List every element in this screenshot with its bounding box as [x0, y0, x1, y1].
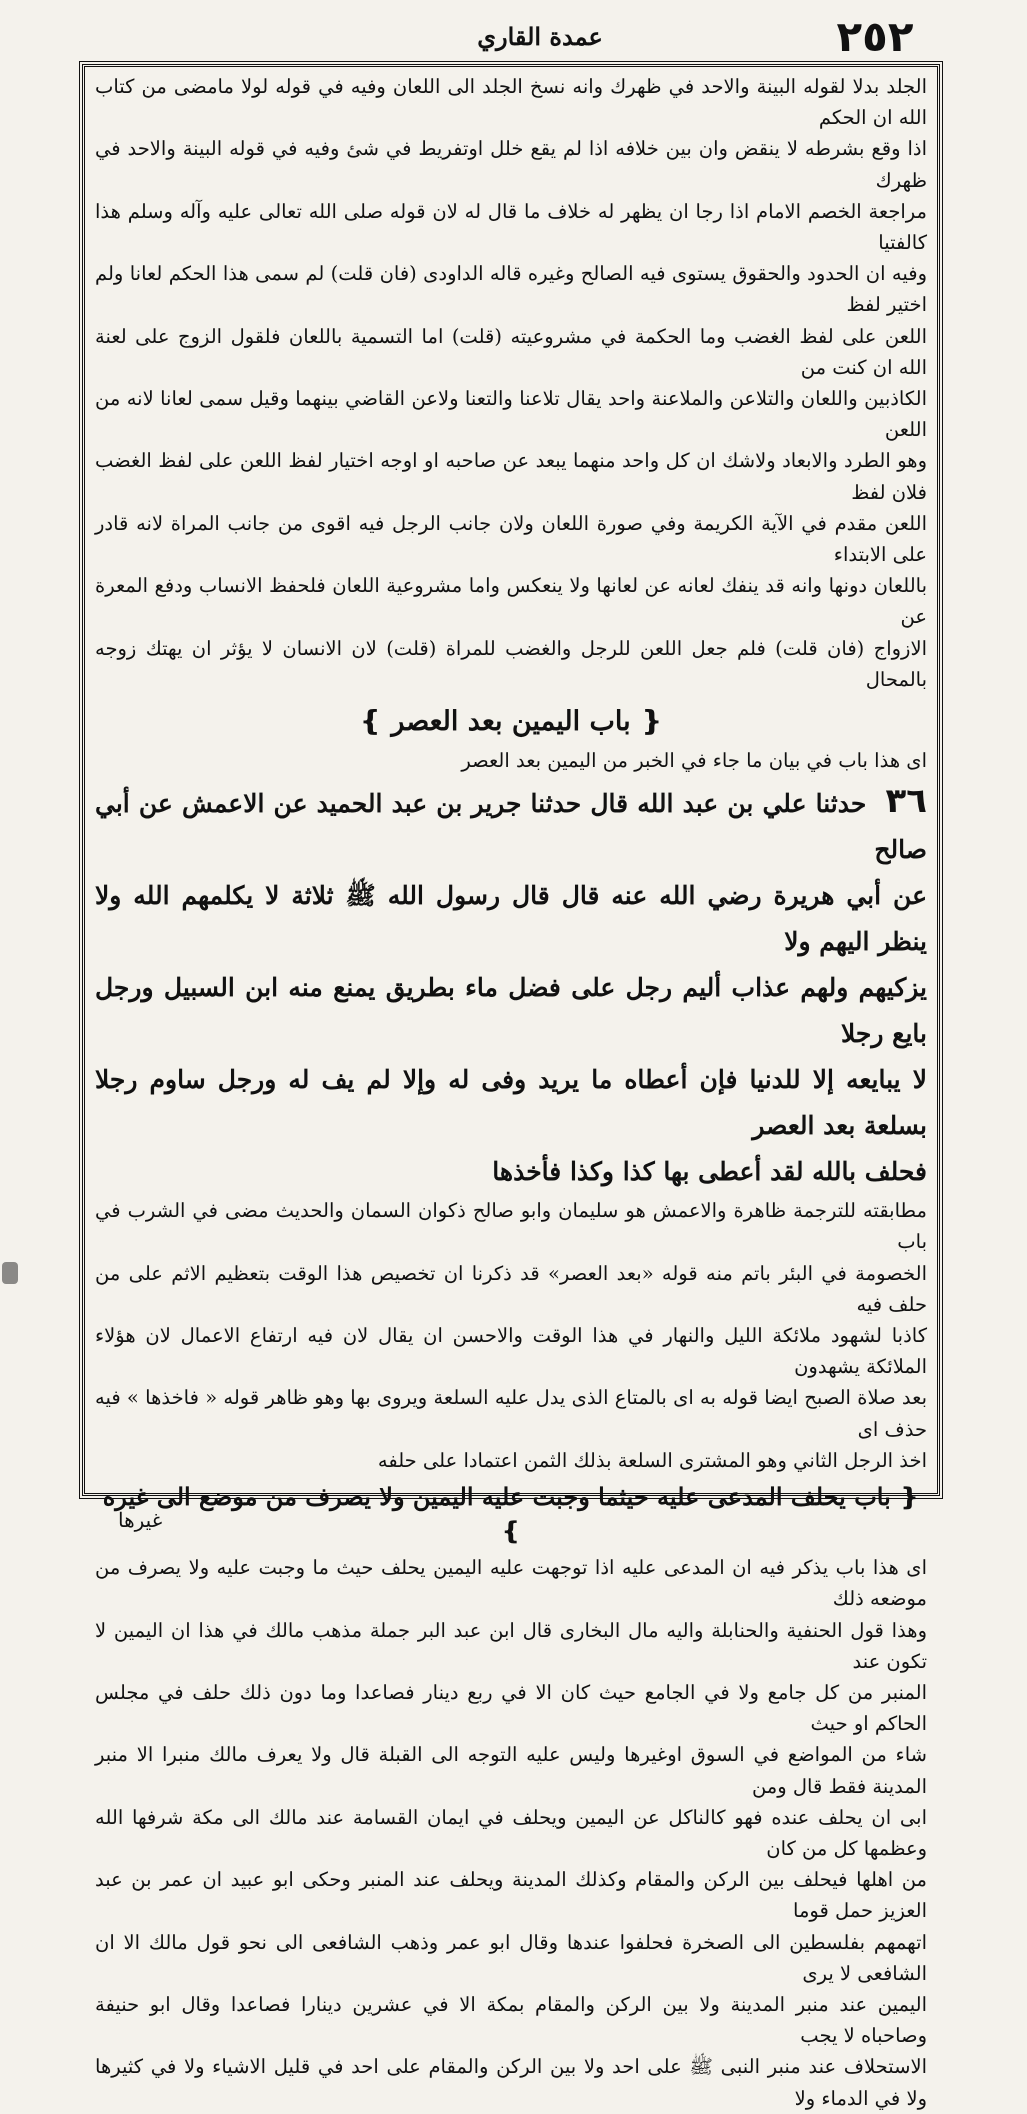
hadith-block — [95, 778, 927, 1195]
page-frame — [82, 64, 940, 2110]
text-line: ابى ان يحلف عنده فهو كالناكل عن اليمين ويحلف في ايمان القسامة عند مالك الى مكة شرفها الله وعظمها كل من كان — [95, 1805, 927, 1860]
chapter-title-2: باب يحلف المدعى عليه حيثما وجبت عليه اليمين ولا يصرف من موضع الى غيره — [102, 1482, 891, 1512]
text-line: وهذا قول الحنفية والحنابلة واليه مال البخارى قال ابن عبد البر جملة مذهب مالك في هذا ان اليمين لا تكون عند — [95, 1618, 927, 1673]
text-line: اذا وقع بشرطه لا ينقض وان بين خلافه اذا لم يقع خلل اوتفريط في شئ وفيه في قوله البينة والاحد في ظهرك — [95, 137, 927, 192]
hadith-line: فحلف بالله لقد أعطى بها كذا وكذا فأخذها — [492, 1157, 927, 1187]
text-line: اخذ الرجل الثاني وهو المشترى السلعة بذلك الثمن اعتمادا على حلفه — [377, 1448, 927, 1472]
chapter-heading-1 — [95, 703, 927, 741]
chapter-title-1: باب اليمين بعد العصر — [391, 706, 631, 738]
text-line: من اهلها فيحلف بين الركن والمقام وكذلك المدينة ويحلف عند المنبر وحكى ابو عبيد ان عمر بن عبد العزيز حمل قوما — [95, 1868, 927, 1923]
text-line: الخصومة في البئر باتم منه قوله «بعد العصر» قد ذكرنا ان تخصيص هذا الوقت بتعظيم الاثم على من حلف فيه — [95, 1261, 927, 1316]
heading-ornament-left: ❵ — [500, 1516, 522, 1546]
commentary-block-1 — [95, 71, 927, 695]
heading-ornament-right: ❴ — [640, 706, 663, 738]
text-line: الجلد بدلا لقوله البينة والاحد في ظهرك وانه نسخ الجلد الى اللعان وفيه في قوله لولا مامضى من كتاب الله ان الحكم — [95, 75, 927, 130]
text-line: المنبر من كل جامع ولا في الجامع حيث كان الا في ربع دينار فصاعدا وما دون ذلك حلف في مجلس الحاكم او حيث — [95, 1680, 927, 1736]
text-line: اى هذا باب يذكر فيه ان المدعى عليه اذا توجهت عليه اليمين يحلف حيث ما وجبت عليه ولا يصرف من موضعه ذلك — [95, 1556, 927, 1611]
hadith-number: ٣٦ — [885, 781, 927, 822]
commentary-block-2 — [95, 1195, 927, 1476]
page-number: ٢٥٢ — [836, 12, 914, 61]
text-line: مطابقته للترجمة ظاهرة والاعمش هو سليمان وابو صالح ذكوان السمان والحديث مضى في الشرب في باب — [95, 1199, 927, 1254]
hadith-text: حدثنا علي بن عبد الله قال حدثنا جرير بن عبد الحميد عن الاعمش عن أبي صالح — [95, 789, 927, 865]
hadith-line: عن أبي هريرة رضي الله عنه قال قال رسول الله ﷺ ثلاثة لا يكلمهم الله ولا ينظر اليهم ولا — [95, 881, 927, 957]
heading-ornament-left: ❵ — [359, 706, 382, 738]
chapter-subtitle-1: اى هذا باب في بيان ما جاء في الخبر من اليمين بعد العصر — [461, 749, 927, 773]
text-line: باللعان دونها وانه قد ينفك لعانه عن لعانها ولا ينعكس واما مشروعية اللعان فلحفظ الانساب ودفع المعرة عن — [95, 574, 927, 629]
text-line: اتهمهم بفلسطين الى الصخرة فحلفوا عندها وقال ابو عمر وذهب الشافعى الى نحو قول مالك الا ان الشافعى لا يرى — [95, 1930, 927, 1985]
text-line: بعد صلاة الصبح ايضا قوله به اى بالمتاع الذى يدل عليه السلعة ويروى بها وهو ظاهر قوله « فاخذها » فيه حذف اى — [95, 1386, 927, 1441]
text-line: الكاذبين واللعان والتلاعن والملاعنة واحد يقال تلاعنا والتعنا ولاعن القاضي بينهما وقيل سمى لعانا لانه من اللعن — [95, 387, 927, 442]
text-line: وفيه ان الحدود والحقوق يستوى فيه الصالح وغيره قاله الداودى (فان قلت) لم سمى هذا الحكم لعانا ولم اختير لفظ — [95, 262, 927, 317]
hadith-line — [95, 778, 927, 873]
margin-smudge — [2, 1262, 18, 1284]
text-line: اليمين عند منبر المدينة ولا بين الركن والمقام بمكة الا في عشرين دينارا فصاعدا وقال ابو حنيفة وصاحباه لا يجب — [95, 1992, 927, 2048]
text-line: اللعن على لفظ الغضب وما الحكمة في مشروعيته (قلت) اما التسمية باللعان فلقول الزوج على لعنة الله ان كنت من — [95, 324, 927, 379]
text-line: الاستحلاف عند منبر النبى ﷺ على احد ولا بين الركن والمقام على احد في قليل الاشياء ولا في كثيرها ولا في الدماء ولا — [95, 2055, 927, 2110]
text-line: الازواج (فان قلت) فلم جعل اللعن للرجل والغضب للمراة (قلت) لان الانسان لا يؤثر ان يهتك زوجه بالمحال — [95, 636, 927, 691]
heading-ornament-right: ❴ — [899, 1482, 920, 1512]
catchword: غيرها — [118, 1508, 163, 1532]
commentary-block-3 — [95, 1552, 927, 2114]
text-line: وهو الطرد والابعاد ولاشك ان كل واحد منهما يبعد عن صاحبه او اوجه اختيار لفظ اللعن على لفظ الغضب فلان لفظ — [95, 449, 927, 504]
hadith-line: يزكيهم ولهم عذاب أليم رجل على فضل ماء بطريق يمنع منه ابن السبيل ورجل بايع رجلا — [95, 973, 927, 1049]
hadith-line: لا يبايعه إلا للدنيا فإن أعطاه ما يريد وفى له وإلا لم يف له ورجل ساوم رجلا بسلعة بعد العصر — [95, 1065, 927, 1141]
text-line: شاء من المواضع في السوق اوغيرها وليس عليه التوجه الى القبلة قال ولا يعرف مالك منبرا الا منبر المدينة فقط قال ومن — [95, 1743, 927, 1798]
text-line: اللعن مقدم في الآية الكريمة وفي صورة اللعان ولان جانب الرجل فيه اقوى من جانب المراة لانه قادر على الابتداء — [95, 511, 927, 567]
text-line: مراجعة الخصم الامام اذا رجا ان يظهر له خلاف ما قال له لان قوله صلى الله تعالى عليه وآله وسلم هذا كالفتيا — [95, 199, 927, 255]
running-title: عمدة القاري — [477, 22, 603, 51]
page-content — [95, 71, 927, 2110]
text-line: كاذبا لشهود ملائكة الليل والنهار في هذا الوقت والاحسن ان يقال لان فيه ارتفاع الاعمال لان هؤلاء الملائكة يشهدون — [95, 1324, 927, 1379]
chapter-heading-2 — [95, 1480, 927, 1548]
